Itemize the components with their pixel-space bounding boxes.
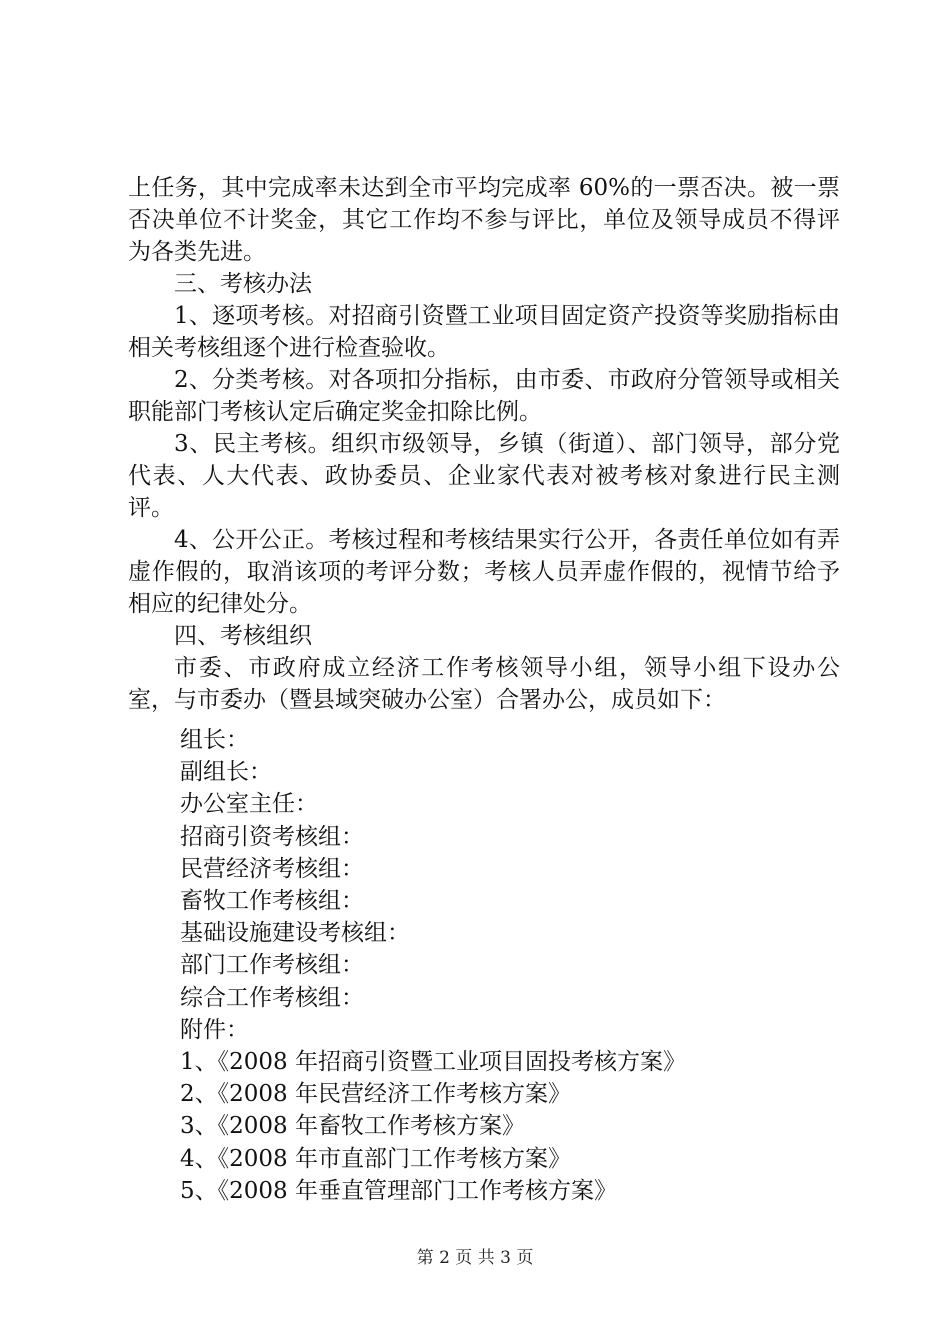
paragraph-organization: 市委、市政府成立经济工作考核领导小组，领导小组下设办公室，与市委办（暨县域突破办公室）合署办公，成员如下： xyxy=(128,655,840,713)
member-line-deputy-leader: 副组长： xyxy=(180,759,272,786)
member-line-office-director: 办公室主任： xyxy=(180,791,318,818)
section-heading-assessment-method: 三、考核办法 xyxy=(174,271,312,297)
member-line-livestock-group: 畜牧工作考核组： xyxy=(180,888,364,915)
section-heading-organization: 四、考核组织 xyxy=(174,623,312,649)
member-line-comprehensive-group: 综合工作考核组： xyxy=(180,984,364,1011)
paragraph-item-1: 1、逐项考核。对招商引资暨工业项目固定资产投资等奖励指标由相关考核组逐个进行检查验收。 xyxy=(128,303,840,361)
attachments-heading: 附件： xyxy=(180,1016,249,1043)
member-line-leader: 组长： xyxy=(180,727,249,753)
member-and-attachment-list xyxy=(180,724,686,1207)
member-line-infrastructure-group: 基础设施建设考核组： xyxy=(180,920,410,947)
member-line-department-group: 部门工作考核组： xyxy=(180,952,364,979)
paragraph-continuation: 上任务，其中完成率未达到全市平均完成率 60%的一票否决。被一票否决单位不计奖金，其它工作均不参与评比，单位及领导成员不得评为各类先进。 xyxy=(128,175,840,265)
page-number-footer: 第 2 页 共 3 页 xyxy=(416,1248,534,1268)
paragraph-item-3: 3、民主考核。组织市级领导，乡镇（街道）、部门领导，部分党代表、人大代表、政协委员、企业家代表对被考核对象进行民主测评。 xyxy=(128,431,840,521)
member-line-private-economy-group: 民营经济考核组： xyxy=(180,855,364,882)
attachment-item-4: 4、《2008 年市直部门工作考核方案》 xyxy=(180,1145,571,1172)
attachment-item-1: 1、《2008 年招商引资暨工业项目固投考核方案》 xyxy=(180,1049,686,1076)
attachment-item-2: 2、《2008 年民营经济工作考核方案》 xyxy=(180,1081,571,1108)
attachment-item-3: 3、《2008 年畜牧工作考核方案》 xyxy=(180,1113,525,1140)
document-body xyxy=(128,172,840,716)
member-line-investment-group: 招商引资考核组： xyxy=(180,823,364,850)
attachment-item-5: 5、《2008 年垂直管理部门工作考核方案》 xyxy=(180,1177,617,1204)
paragraph-item-4: 4、公开公正。考核过程和考核结果实行公开，各责任单位如有弄虚作假的，取消该项的考评分数；考核人员弄虚作假的，视情节给予相应的纪律处分。 xyxy=(128,527,840,617)
paragraph-item-2: 2、分类考核。对各项扣分指标，由市委、市政府分管领导或相关职能部门考核认定后确定奖金扣除比例。 xyxy=(128,367,840,425)
